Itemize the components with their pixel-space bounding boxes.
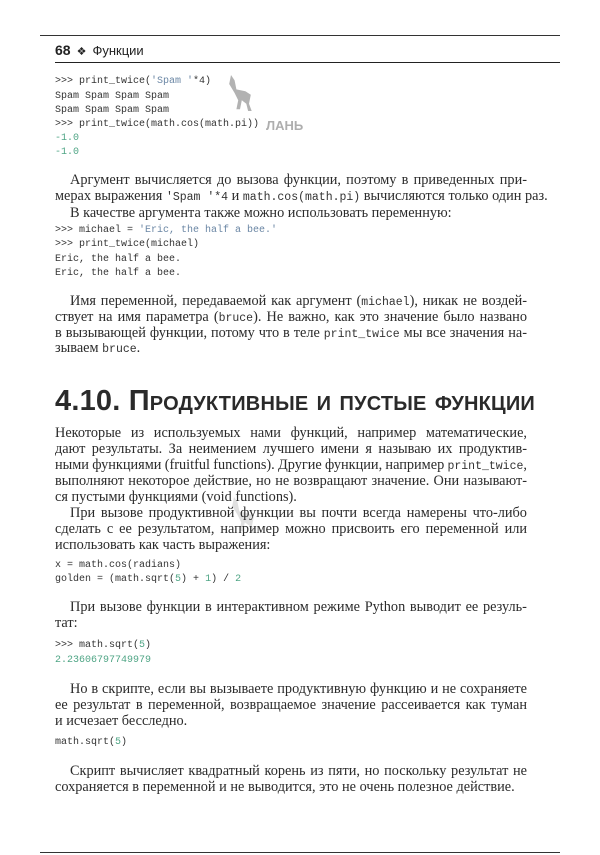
- text-run: Spam Spam Spam Spam: [55, 105, 170, 116]
- string-literal: 'Spam ': [151, 76, 194, 87]
- text-run: зываем: [55, 340, 103, 356]
- paragraph-line: [70, 204, 452, 222]
- inline-code: 'Spam '*4: [165, 191, 229, 204]
- number-literal: 5: [115, 737, 122, 748]
- text-run: дают результаты. За неимением лучшего имени я называю их продуктив-: [55, 441, 527, 457]
- text-run: x = math.cos(radians): [55, 560, 182, 571]
- text-run: >>> print_twice(michael): [55, 239, 200, 250]
- text-run: ными функциями (fruitful functions). Другие функции, например: [55, 457, 448, 473]
- text-run: использовать как часть выражения:: [55, 537, 271, 553]
- number-literal: 5: [139, 640, 146, 651]
- code-line: [55, 639, 151, 653]
- text-run: в вызывающей функции, потому что в теле: [55, 325, 324, 341]
- text-run: В качестве аргумента также можно использовать переменную:: [70, 205, 452, 221]
- paragraph-line: [55, 339, 140, 357]
- deer-icon: [222, 72, 258, 114]
- section-heading: 4.10. Продуктивные и пустые функции: [55, 385, 536, 417]
- text-run: выполняют некоторое действие, но не возвращают значение. Они называют-: [55, 473, 528, 489]
- text-run: мерах выражения: [55, 188, 166, 204]
- text-run: Spam Spam Spam Spam: [55, 91, 170, 102]
- text-run: сохраняется в переменной и не выводится, это не очень полезное действие.: [55, 779, 515, 795]
- paragraph-line: [70, 598, 527, 616]
- code-line: [55, 224, 277, 238]
- text-run: Скрипт вычисляет квадратный корень из пяти, но поскольку результат не: [70, 763, 528, 779]
- code-line: [55, 238, 199, 252]
- text-run: ) /: [211, 574, 236, 585]
- bottom-rule: [40, 852, 560, 853]
- text-run: ): [121, 737, 128, 748]
- code-line: [55, 253, 181, 267]
- text-run: Аргумент вычисляется до вызова функции, поэтому в приведенных при-: [70, 172, 527, 188]
- top-rule: [40, 35, 560, 36]
- header-rule: [55, 62, 560, 63]
- text-run: ), никак не воздей-: [409, 293, 528, 309]
- text-run: ) +: [181, 574, 206, 585]
- text-run: Но в скрипте, если вы вызываете продуктивную функцию и не сохраняете: [70, 681, 527, 697]
- inline-code: print_twice: [323, 328, 400, 341]
- inline-code: michael: [361, 296, 410, 309]
- ornament-icon: ❖: [76, 46, 87, 58]
- text-run: math.sqrt(: [55, 737, 116, 748]
- text-run: Eric, the half a bee.: [55, 268, 182, 279]
- number-literal: -1.0: [55, 147, 80, 158]
- publisher-logo-watermark: [222, 72, 258, 114]
- paragraph-line: [55, 536, 270, 554]
- code-line: [55, 75, 211, 89]
- text-run: ). Не важно, как это значение было названо: [253, 309, 527, 325]
- text-run: >>> print_twice(math.cos(math.pi)): [55, 119, 260, 130]
- text-run: вычисляются только один раз.: [360, 188, 548, 204]
- number-literal: 5: [175, 574, 182, 585]
- page-number: 68: [55, 42, 71, 58]
- text-run: и исчезает бесследно.: [55, 713, 188, 729]
- inline-code: math.cos(math.pi): [242, 191, 361, 204]
- text-run: тат:: [55, 615, 78, 631]
- text-run: *4): [193, 76, 212, 87]
- code-line: [55, 104, 169, 118]
- code-line: [55, 573, 241, 587]
- number-literal: 2.23606797749979: [55, 655, 152, 666]
- paragraph-line: [55, 778, 515, 796]
- text-run: golden = (math.sqrt(: [55, 574, 176, 585]
- text-run: ся пустыми функциями (void functions).: [55, 489, 297, 505]
- paragraph-line: [55, 187, 548, 205]
- text-run: При вызове функции в интерактивном режиме Python выводит ее резуль-: [70, 599, 527, 615]
- text-run: Eric, the half a bee.: [55, 254, 182, 265]
- code-line: [55, 559, 181, 573]
- text-run: и: [228, 188, 243, 204]
- code-line: [55, 90, 169, 104]
- code-line: [55, 654, 151, 668]
- number-literal: -1.0: [55, 133, 80, 144]
- text-run: Имя переменной, передаваемой как аргумент (: [70, 293, 362, 309]
- inline-code: bruce: [102, 343, 137, 356]
- paragraph-line: [55, 712, 187, 730]
- text-run: Некоторые из используемых нами функций, например математические,: [55, 425, 527, 441]
- text-run: >>> print_twice(: [55, 76, 152, 87]
- code-line: [55, 146, 79, 160]
- running-header: [55, 42, 144, 58]
- text-run: >>> michael =: [55, 225, 140, 236]
- text-run: мы все значения на-: [399, 325, 527, 341]
- paragraph-line: [55, 614, 78, 632]
- text-run: ): [145, 640, 152, 651]
- code-line: [55, 132, 79, 146]
- number-literal: 2: [235, 574, 242, 585]
- text-run: >>> math.sqrt(: [55, 640, 140, 651]
- text-run: ее результат в переменной, возвращаемое значение рассеивается как туман: [55, 697, 527, 713]
- string-literal: 'Eric, the half a bee.': [139, 225, 278, 236]
- code-line: [55, 118, 259, 132]
- text-run: .: [136, 340, 141, 356]
- text-run: ,: [523, 457, 527, 473]
- number-literal: 1: [205, 574, 212, 585]
- code-line: [55, 267, 181, 281]
- inline-code: bruce: [218, 312, 254, 325]
- text-run: сделать с ее результатом, например можно присвоить его переменной или: [55, 521, 528, 537]
- chapter-title: Функции: [92, 43, 144, 58]
- text-run: ствует на имя параметра (: [55, 309, 219, 325]
- text-run: При вызове продуктивной функции вы почти всегда намерены что-либо: [70, 505, 527, 521]
- publisher-logo-text: ЛАНЬ: [266, 118, 304, 133]
- code-line: [55, 736, 127, 750]
- inline-code: print_twice: [447, 460, 524, 473]
